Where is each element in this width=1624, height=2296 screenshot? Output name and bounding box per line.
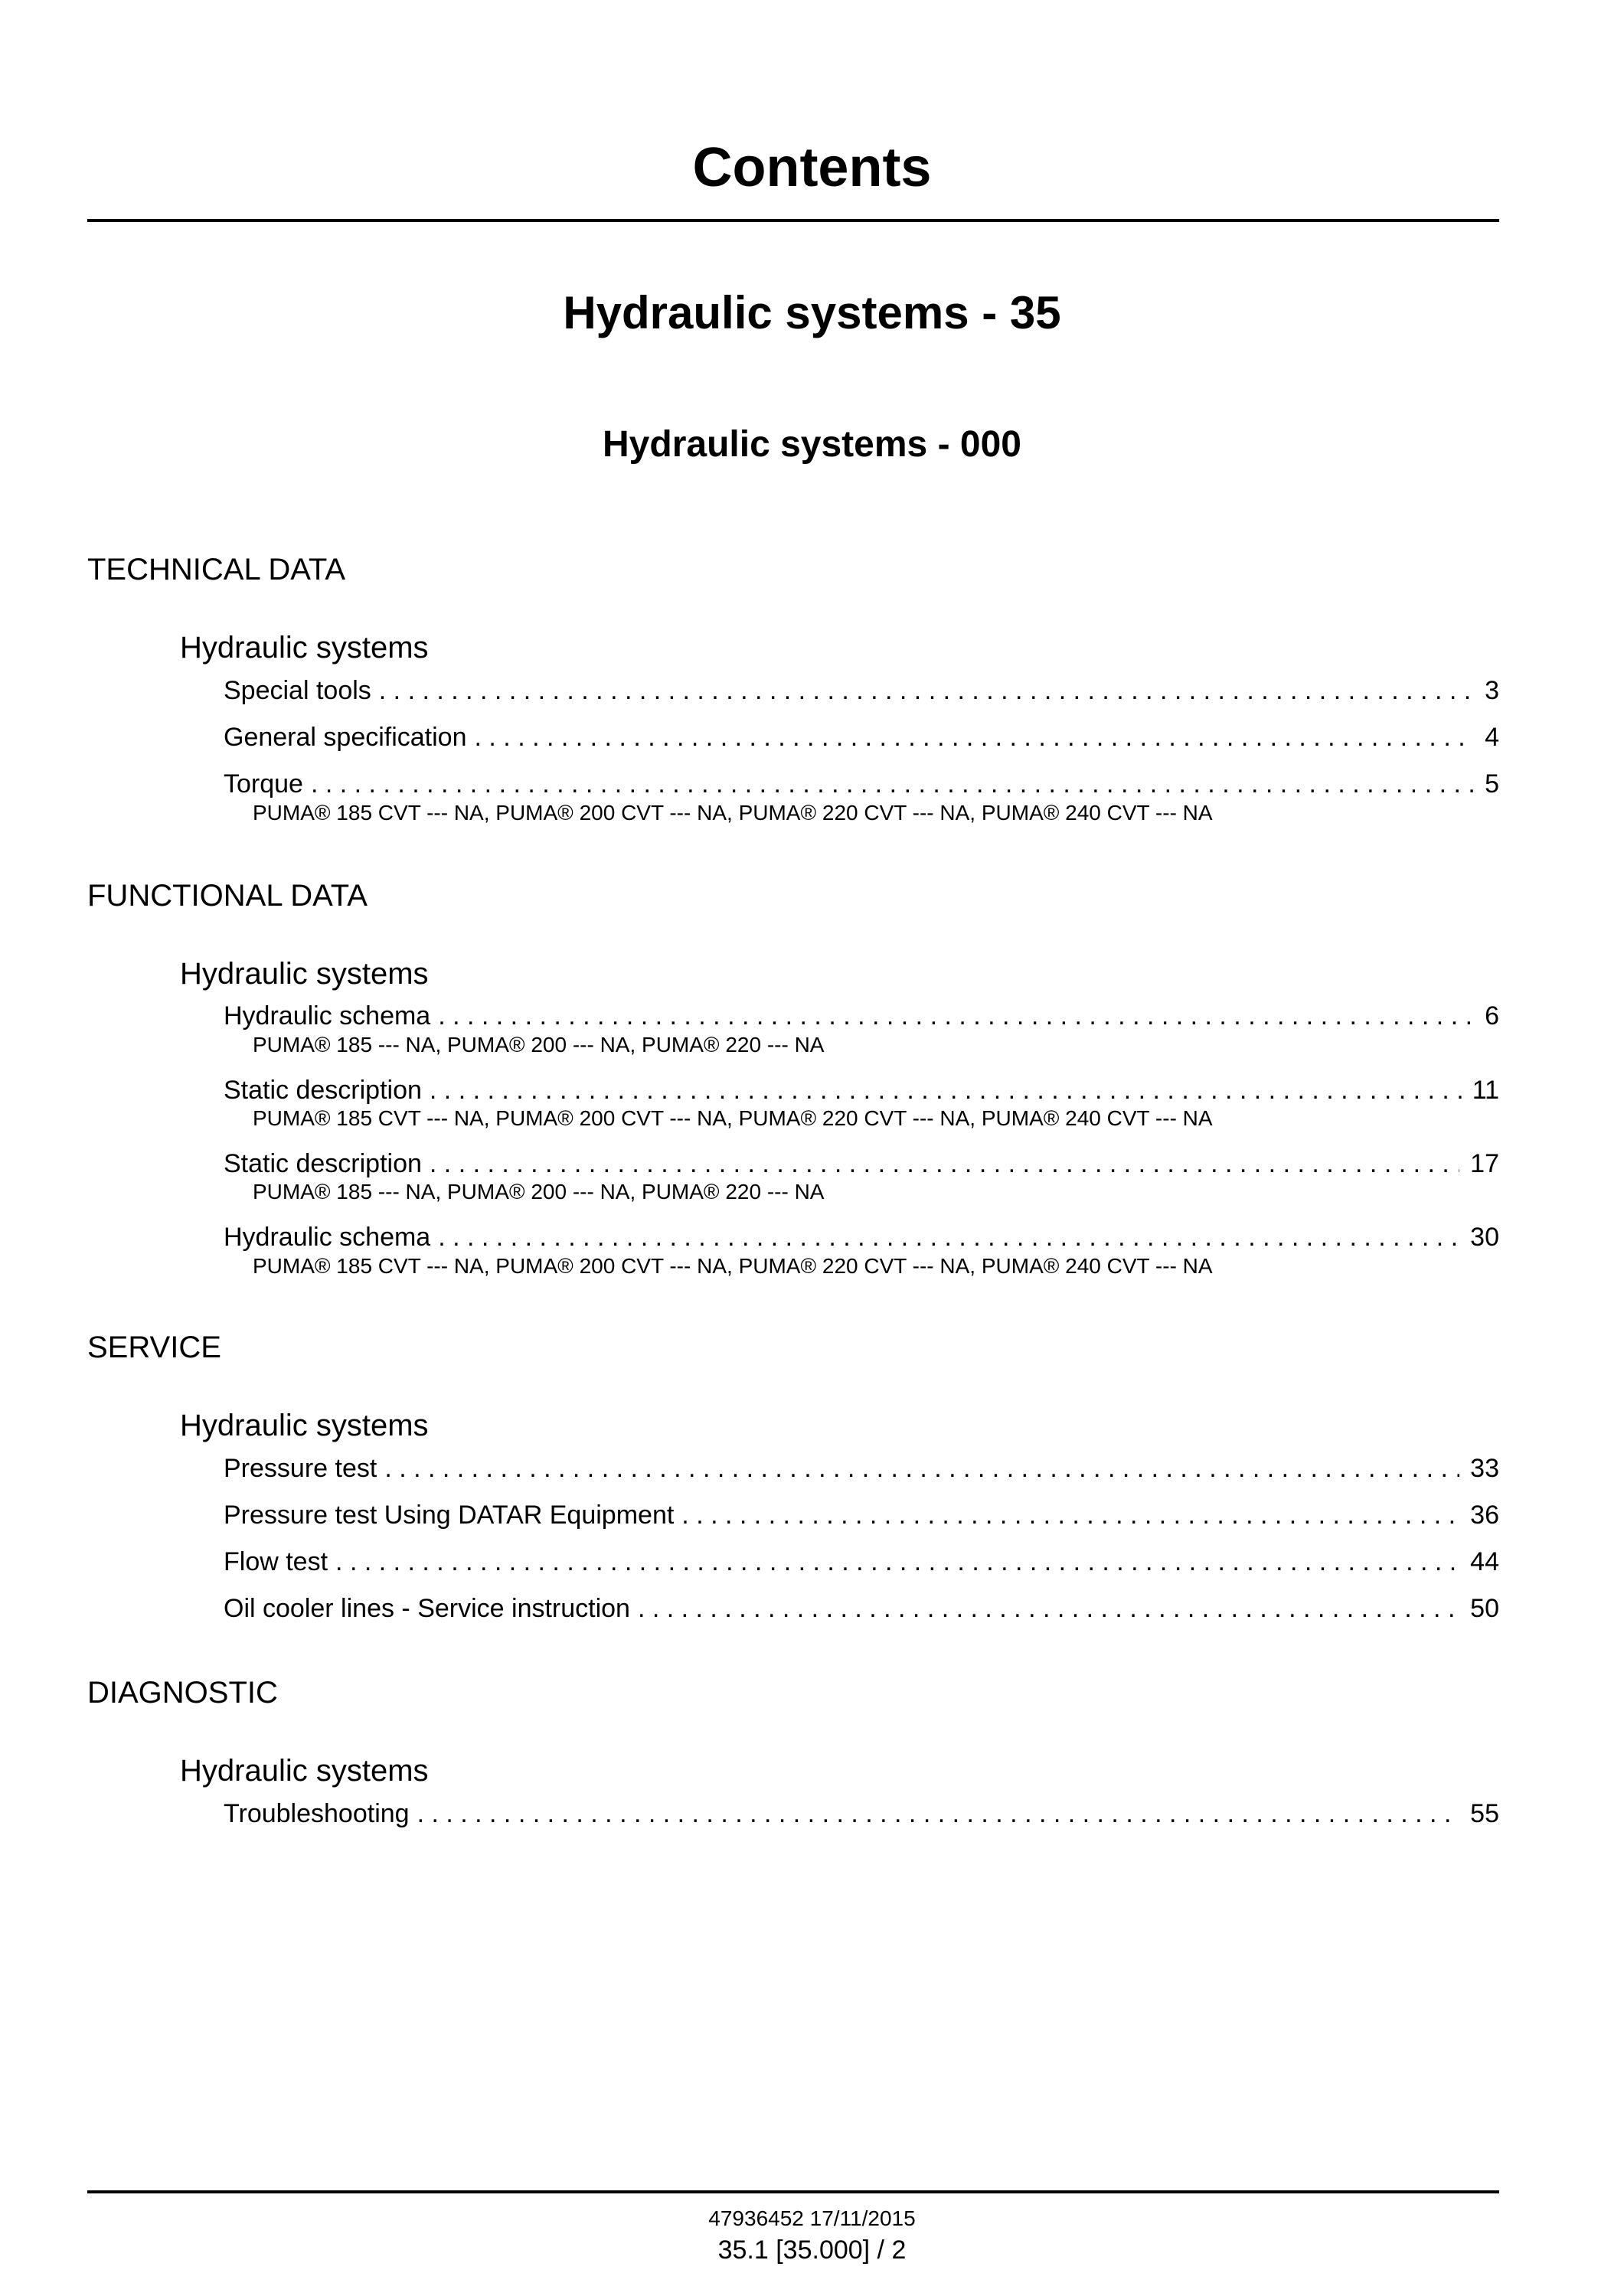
toc-entry[interactable] bbox=[224, 720, 1499, 754]
entry-page: 33 bbox=[1470, 1454, 1499, 1483]
entry-label: Pressure test bbox=[224, 1454, 377, 1483]
group-title: Hydraulic systems bbox=[180, 631, 429, 665]
entry-page: 4 bbox=[1485, 723, 1499, 752]
toc-entry[interactable] bbox=[224, 1545, 1499, 1579]
entry-note: PUMA® 185 --- NA, PUMA® 200 --- NA, PUMA® 220 --- NA bbox=[253, 1180, 825, 1204]
dot-leader bbox=[335, 1545, 1459, 1579]
toc-entry[interactable] bbox=[224, 1220, 1499, 1254]
entry-note: PUMA® 185 CVT --- NA, PUMA® 200 CVT --- NA, PUMA® 220 CVT --- NA, PUMA® 240 CVT --- NA bbox=[253, 1106, 1213, 1130]
entry-page: 36 bbox=[1470, 1501, 1499, 1530]
entry-label: Pressure test Using DATAR Equipment bbox=[224, 1501, 675, 1530]
footer-doc-code: 47936452 17/11/2015 bbox=[708, 2206, 916, 2230]
toc-entry[interactable] bbox=[224, 1498, 1499, 1532]
entry-label: Troubleshooting bbox=[224, 1799, 410, 1828]
entry-page: 11 bbox=[1472, 1076, 1499, 1105]
entry-label: Hydraulic schema bbox=[224, 1001, 431, 1030]
toc-entry[interactable] bbox=[224, 1073, 1499, 1107]
toc-entry[interactable] bbox=[224, 999, 1499, 1033]
dot-leader bbox=[430, 1147, 1459, 1181]
footer-rule bbox=[87, 2190, 1499, 2193]
footer-page-number: 35.1 [35.000] / 2 bbox=[717, 2236, 907, 2265]
group-title: Hydraulic systems bbox=[180, 957, 429, 991]
entry-page: 50 bbox=[1470, 1594, 1499, 1623]
section-title: TECHNICAL DATA bbox=[87, 553, 346, 586]
dot-leader bbox=[638, 1592, 1459, 1625]
dot-leader bbox=[417, 1797, 1460, 1831]
dot-leader bbox=[430, 1073, 1462, 1107]
entry-label: Torque bbox=[224, 769, 303, 799]
entry-note: PUMA® 185 CVT --- NA, PUMA® 200 CVT --- NA, PUMA® 220 CVT --- NA, PUMA® 240 CVT --- NA bbox=[253, 801, 1213, 825]
dot-leader bbox=[438, 1220, 1459, 1254]
group-title: Hydraulic systems bbox=[180, 1409, 429, 1442]
dot-leader bbox=[438, 999, 1474, 1033]
entry-label: Special tools bbox=[224, 676, 371, 705]
entry-label: Flow test bbox=[224, 1547, 328, 1576]
entry-note: PUMA® 185 --- NA, PUMA® 200 --- NA, PUMA® 220 --- NA bbox=[253, 1033, 825, 1057]
dot-leader bbox=[379, 674, 1474, 707]
dot-leader bbox=[681, 1498, 1459, 1532]
group-title: Hydraulic systems bbox=[180, 1754, 429, 1788]
toc-entry[interactable] bbox=[224, 674, 1499, 707]
entry-page: 55 bbox=[1470, 1799, 1499, 1828]
dot-leader bbox=[475, 720, 1475, 754]
entry-label: General specification bbox=[224, 723, 467, 752]
section-title: SERVICE bbox=[87, 1331, 221, 1364]
toc-entry[interactable] bbox=[224, 1592, 1499, 1625]
header-rule bbox=[87, 219, 1499, 222]
entry-label: Static description bbox=[224, 1149, 422, 1178]
entry-page: 6 bbox=[1485, 1001, 1499, 1030]
entry-note: PUMA® 185 CVT --- NA, PUMA® 200 CVT --- NA, PUMA® 220 CVT --- NA, PUMA® 240 CVT --- NA bbox=[253, 1254, 1213, 1278]
toc-entry[interactable] bbox=[224, 1147, 1499, 1181]
chapter-title: Hydraulic systems - 35 bbox=[563, 287, 1061, 338]
entry-label: Oil cooler lines - Service instruction bbox=[224, 1594, 630, 1623]
dot-leader bbox=[311, 767, 1474, 801]
entry-page: 3 bbox=[1485, 676, 1499, 705]
entry-page: 44 bbox=[1470, 1547, 1499, 1576]
entry-page: 30 bbox=[1470, 1223, 1499, 1252]
entry-page: 17 bbox=[1470, 1149, 1499, 1178]
entry-page: 5 bbox=[1485, 769, 1499, 799]
entry-label: Static description bbox=[224, 1076, 422, 1105]
toc-entry[interactable] bbox=[224, 1797, 1499, 1831]
toc-entry[interactable] bbox=[224, 1452, 1499, 1485]
page-title: Contents bbox=[692, 137, 932, 198]
toc-entry[interactable] bbox=[224, 767, 1499, 801]
dot-leader bbox=[384, 1452, 1459, 1485]
entry-label: Hydraulic schema bbox=[224, 1223, 431, 1252]
section-title: FUNCTIONAL DATA bbox=[87, 879, 368, 913]
subchapter-title: Hydraulic systems - 000 bbox=[603, 424, 1021, 465]
section-title: DIAGNOSTIC bbox=[87, 1676, 278, 1710]
